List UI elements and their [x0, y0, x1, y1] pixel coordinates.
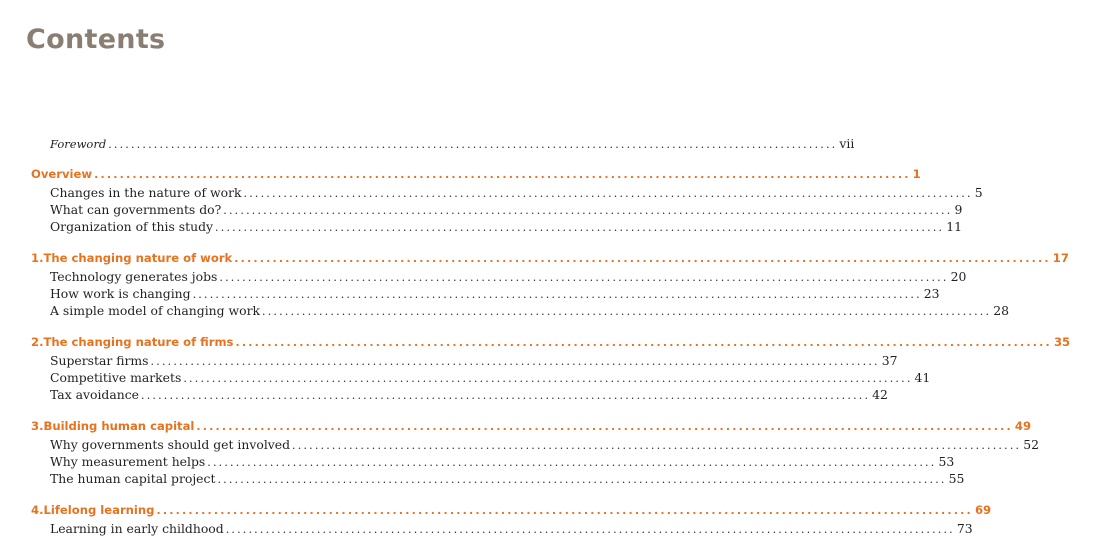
toc-entry[interactable] [0, 218, 962, 235]
toc-chapter-overview[interactable] [0, 166, 921, 183]
toc-chapter-2[interactable] [0, 334, 1071, 351]
toc-entry-label: Foreword [50, 137, 107, 151]
toc-entry[interactable] [0, 201, 963, 218]
toc-entry[interactable] [0, 352, 898, 369]
toc-entry[interactable] [0, 184, 983, 201]
toc-chapter-number: 1. [31, 251, 44, 265]
leader-dots: ................................................................................................................................ [234, 252, 1051, 265]
leader-dots: ................................................................................................................................ [108, 138, 838, 151]
toc-page-number: 11 [946, 219, 962, 234]
leader-dots: ................................................................................................................................ [141, 389, 871, 402]
toc-page-number: 5 [974, 185, 983, 200]
toc-entry-label: How work is changing [50, 286, 191, 301]
leader-dots: ................................................................................................................................ [219, 271, 949, 284]
toc-page-number: 23 [923, 286, 940, 301]
toc-chapter-label: Overview [31, 167, 93, 181]
toc-entry[interactable] [0, 369, 931, 386]
toc-entry-label: Why measurement helps [50, 454, 206, 469]
toc-entry-foreword[interactable] [0, 135, 855, 152]
toc-entry[interactable] [0, 285, 940, 302]
toc-chapter-label: Building human capital [43, 419, 195, 433]
toc-entry-label: The human capital project [50, 471, 216, 486]
leader-dots: ................................................................................................................................ [196, 420, 1013, 433]
toc-page-number: 35 [1053, 335, 1071, 349]
toc-page-number: 28 [993, 303, 1009, 318]
leader-dots: ................................................................................................................................ [292, 439, 1022, 452]
leader-dots: ................................................................................................................................ [235, 336, 1052, 349]
toc-page-number: 42 [872, 387, 888, 402]
toc-entry-label: Tax avoidance [50, 387, 139, 402]
toc-chapter-number: 3. [31, 419, 44, 433]
toc-entry[interactable] [0, 302, 1009, 319]
toc-chapter-4[interactable] [0, 502, 992, 519]
leader-dots: ................................................................................................................................ [183, 372, 913, 385]
toc-entry[interactable] [0, 386, 888, 403]
toc-page-number: 49 [1014, 419, 1032, 433]
toc-entry-label: Superstar firms [50, 353, 149, 368]
toc-chapter-label: Lifelong learning [43, 503, 155, 517]
toc-page-number: 53 [938, 454, 955, 469]
toc-page-number: 55 [948, 471, 965, 486]
toc-entry[interactable] [0, 453, 955, 470]
leader-dots: ................................................................................................................................ [94, 168, 911, 181]
toc-entry-label: What can governments do? [50, 202, 222, 217]
toc-chapter-number: 4. [31, 503, 44, 517]
toc-entry-label: Competitive markets [50, 370, 182, 385]
toc-entry-label: Learning in early childhood [50, 521, 224, 536]
leader-dots: ................................................................................................................................ [262, 305, 992, 318]
toc-page-number: 41 [914, 370, 931, 385]
toc-chapter-number: 2. [31, 335, 44, 349]
leader-dots: ................................................................................................................................ [207, 456, 937, 469]
toc-entry-label: Technology generates jobs [50, 269, 218, 284]
leader-dots: ................................................................................................................................ [192, 288, 922, 301]
toc-chapter-label: The changing nature of firms [43, 335, 234, 349]
toc-entry-label: Organization of this study [50, 219, 214, 234]
toc-entry-label: Why governments should get involved [50, 437, 291, 452]
toc-page-number: 69 [974, 503, 992, 517]
toc-entry-label: A simple model of changing work [50, 303, 261, 318]
toc-page-number: 37 [881, 353, 898, 368]
toc-page-number: 9 [954, 202, 963, 217]
page-title: Contents [26, 24, 166, 55]
toc-page-number: 73 [956, 521, 973, 536]
leader-dots: ................................................................................................................................ [215, 221, 945, 234]
toc-chapter-label: The changing nature of work [43, 251, 233, 265]
toc-page-number: vii [839, 136, 855, 151]
toc-entry[interactable] [0, 436, 1039, 453]
toc-page-number: 20 [950, 269, 967, 284]
toc-entry[interactable] [0, 520, 973, 537]
leader-dots: ................................................................................................................................ [225, 523, 955, 536]
leader-dots: ................................................................................................................................ [243, 187, 973, 200]
toc-page-number: 1 [912, 167, 921, 181]
toc-entry[interactable] [0, 268, 967, 285]
toc-page-number: 17 [1052, 251, 1069, 265]
toc-chapter-1[interactable] [0, 250, 1069, 267]
leader-dots: ................................................................................................................................ [217, 473, 947, 486]
toc-chapter-3[interactable] [0, 418, 1032, 435]
leader-dots: ................................................................................................................................ [156, 504, 973, 517]
toc-entry[interactable] [0, 470, 965, 487]
toc-entry-label: Changes in the nature of work [50, 185, 242, 200]
toc-page-number: 52 [1023, 437, 1039, 452]
leader-dots: ................................................................................................................................ [223, 204, 953, 217]
leader-dots: ................................................................................................................................ [150, 355, 880, 368]
